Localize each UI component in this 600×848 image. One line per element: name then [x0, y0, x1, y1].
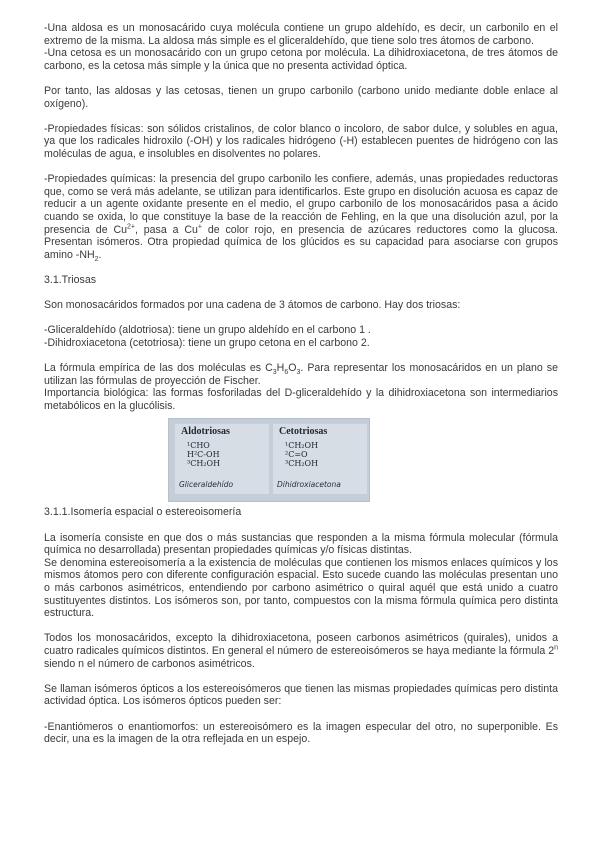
gliceraldehido-label: Gliceraldehído — [179, 479, 234, 489]
paragraph-isomeria-definicion: La isomería consiste en que dos o más sustancias que responden a la misma fórmula molecular (fórmula química no desarrollada) presentan propiedades químicas y/o físicas distintas. — [44, 531, 558, 557]
dihidroxiacetona-label: Dihidroxiacetona — [277, 479, 341, 489]
cetotriosas-box — [273, 424, 367, 494]
triosas-figure — [168, 418, 370, 502]
paragraph-carbonos-asimetricos: Todos los monosacáridos, excepto la dihidroxiacetona, poseen carbonos asimétricos (quirales), unidos a cuatro radicales químicos distintos. En general el número de estereoisómeros se haya mediante la fórmula 2$^n$ siendo n el número de carbonos asimétricos. — [44, 632, 558, 670]
list-item-gliceraldehido: -Gliceraldehído (aldotriosa): tiene un grupo aldehído en el carbono 1 . — [44, 324, 371, 337]
aldotriosas-heading: Aldotriosas — [181, 426, 230, 438]
document-page — [44, 22, 558, 746]
paragraph-importancia-biologica: Importancia biológica: las formas fosforiladas del D-gliceraldehído y la dihidroxiacetona son intermediarios metabólicos en la glucólisis. — [44, 387, 558, 412]
paragraph-cetosa: -Una cetosa es un monosacárido con un grupo cetona por molécula. La dihidroxiacetona, de tres átomos de carbono, es la cetosa más simple y la única que no presenta actividad óptica. — [44, 47, 558, 72]
cetotriosas-heading: Cetotriosas — [279, 426, 328, 438]
paragraph-por-tanto: Por tanto, las aldosas y las cetosas, tienen un grupo carbonilo (carbono unido mediante doble enlace al oxígeno). — [44, 84, 558, 110]
paragraph-triosas-intro: Son monosacáridos formados por una cadena de 3 átomos de carbono. Hay dos triosas: — [44, 299, 461, 312]
section-title-isomeria: 3.1.1.Isomería espacial o estereoisomería — [44, 506, 242, 519]
paragraph-enantiomeros: -Enantiómeros o enantiomorfos: un estereoisómero es la imagen especular del otro, no superponible. Es decir, una es la imagen de la otra reflejada en un espejo. — [44, 720, 558, 746]
gliceraldehido-structure: ¹CHO H²C-OH ³CH₂OH — [187, 441, 221, 468]
aldotriosas-box — [175, 424, 269, 494]
section-title-triosas: 3.1.Triosas — [44, 273, 97, 286]
paragraph-propiedades-fisicas: -Propiedades físicas: son sólidos cristalinos, de color blanco o incoloro, de sabor dulce, y solubles en agua, ya que los radicales hidroxilo (-OH) y los radicales hidrógeno (-H) establecen puentes de hidrógeno con las moléculas de agua, e insolubles en disolventes no polares. — [44, 122, 558, 160]
paragraph-estereoisomeria: Se denomina estereoisomería a la existencia de moléculas que contienen los mismos enlaces químicos y los mismos átomos pero con diferente configuración espacial. Esto sucede cuando las moléculas presentan uno o más carbonos asimétricos, entendiendo por carbono asimétrico o quiral aquél que está unido a cuatro sustituyentes distintos. Los isómeros son, por tanto, compuestos con la misma fórmula química pero distinta estructura. — [44, 556, 558, 620]
paragraph-aldosa: -Una aldosa es un monosacárido cuya molécula contiene un grupo aldehído, es decir, un carbonilo en el extremo de la misma. La aldosa más simple es el gliceraldehído, que tiene solo tres átomos de carbono. — [44, 22, 558, 47]
paragraph-formula-empirica: La fórmula empírica de las dos moléculas es $C_3H_6O_3$. Para representar los monosacáridos en un plano se utilizan las fórmulas de proyección de Fischer. — [44, 362, 558, 387]
dihidroxiacetona-structure: ¹CH₂OH ²C=O ³CH₂OH — [285, 441, 319, 468]
paragraph-propiedades-quimicas: -Propiedades químicas: la presencia del grupo carbonilo les confiere, además, unas propiedades reductoras que, como se verá más adelante, se utilizan para identificarlos. Este grupo en disolución acuosa es capaz de reducir a un agente oxidante presente en el medio, el grupo carbonilo de los monosacáridos pasa a ácido cuando se oxida, lo que constituye la base de la reacción de Fehling, en la que una disolución azul, por la presencia de $Cu^{2+}$, pasa a Cu+ de color rojo, en presencia de azúcares reductores como la glucosa. Presentan isómeros. Otra propiedad química de los glúcidos es su capacidad para asociarse con grupos amino $-NH_2$. — [44, 173, 558, 263]
paragraph-isomeros-opticos: Se llaman isómeros ópticos a los estereoisómeros que tienen las mismas propiedades químicas pero distinta actividad óptica. Los isómeros ópticos pueden ser: — [44, 682, 558, 708]
list-item-dihidroxiacetona: -Dihidroxiacetona (cetotriosa): tiene un grupo cetona en el carbono 2. — [44, 336, 370, 349]
